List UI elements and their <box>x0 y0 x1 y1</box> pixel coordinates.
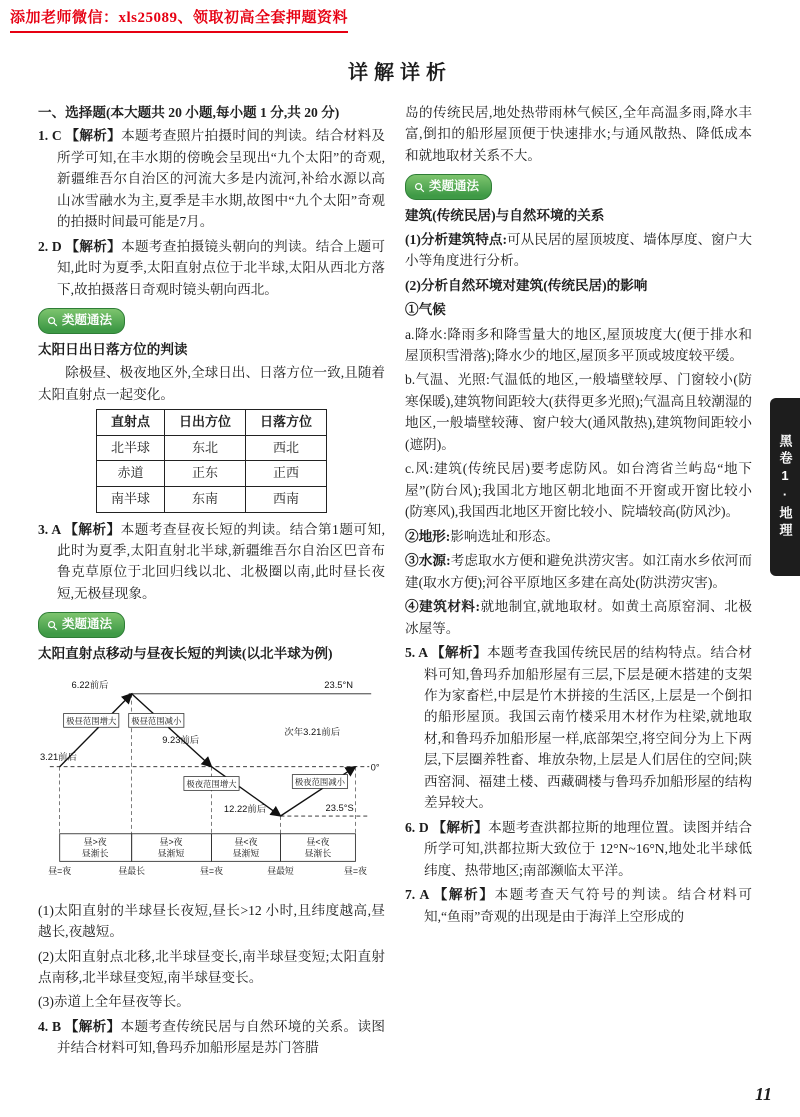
answer-item-1 <box>38 125 385 232</box>
cell-1-line-2: 昼渐长 <box>81 848 109 859</box>
table-header-row <box>96 410 326 436</box>
method-item <box>405 526 752 547</box>
table-row <box>96 461 326 487</box>
table-cell: 东北 <box>164 435 245 461</box>
answer-body: 本题考查我国传统民居的结构特点。结合材料可知,鲁玛乔加船形屋有三层,下层是硬木搭建的支架作为家畜栏,中层是竹木拼接的生活区,上层是一个倒扣的船形屋顶。我国云南竹楼采用木材作为柱梁,就地取材,和鲁玛乔加船形屋一样,底部架空,将空间分为上下两层,下层圈养牲畜、堆放杂物,上层是人们居住的空间;陕西窑洞、福建土楼、西藏碉楼与鲁玛乔加船形屋的结构差异较大。 <box>424 645 753 811</box>
method-item-lead: (1)分析建筑特点: <box>405 231 508 247</box>
table-row <box>96 435 326 461</box>
point-label-shortest-day: 昼最短 <box>267 865 294 876</box>
table-header-cell: 日出方位 <box>164 410 245 436</box>
table-cell: 东南 <box>164 486 245 512</box>
point-label-equinox-3: 昼=夜 <box>343 865 367 876</box>
cell-4-line-2: 昼渐长 <box>304 848 332 859</box>
date-jun22-label: 6.22前后 <box>71 679 109 690</box>
method-item-lead: ②地形: <box>405 528 451 544</box>
page-number: 11 <box>754 1084 772 1104</box>
point-label-equinox-1: 昼=夜 <box>48 865 72 876</box>
point-label-longest-day: 昼最长 <box>118 865 145 876</box>
method-item <box>405 275 752 296</box>
method-item <box>405 229 752 272</box>
cell-2-line-1: 昼>夜 <box>159 836 183 847</box>
method-item-lead: (2)分析自然环境对建筑(传统民居)的影响 <box>405 277 648 293</box>
cell-3-line-1: 昼<夜 <box>234 836 258 847</box>
magnifier-icon <box>414 182 425 193</box>
magnifier-icon <box>47 316 58 327</box>
method-item-text: 考虑取水方便和避免洪涝灾害。如江南水乡依河而建(取水方便);河谷平原地区多建在高处(防洪涝灾害)。 <box>405 553 752 590</box>
table-cell: 北半球 <box>96 435 164 461</box>
answer-prefix: 7. A 【解析】 <box>405 887 495 903</box>
sun-direction-table <box>96 409 327 512</box>
method-note-1: (1)太阳直射的半球昼长夜短,昼长>12 小时,且纬度越高,昼越长,夜越短。 <box>38 902 385 940</box>
date-sep23-label: 9.23前后 <box>162 734 200 745</box>
point-label-equinox-2: 昼=夜 <box>200 865 223 876</box>
method-badge-label: 类题通法 <box>429 179 480 194</box>
table-cell: 赤道 <box>96 461 164 487</box>
method-badge <box>38 612 125 638</box>
cell-3-line-2: 昼渐短 <box>232 848 260 859</box>
method-badge <box>405 174 492 200</box>
edge-tab-volume-subject: 黑卷1·地理 <box>770 398 800 576</box>
method-item-lead: ④建筑材料: <box>405 599 481 615</box>
answer-item-3 <box>38 519 385 605</box>
wechat-promo-banner: 添加老师微信：xls25089、领取初高全套押题资料 <box>10 6 348 33</box>
table-header-cell: 直射点 <box>96 410 164 436</box>
method-note-3: (3)赤道上全年昼夜等长。 <box>38 994 190 1010</box>
table-cell: 西南 <box>246 486 327 512</box>
method-item-lead: ①气候 <box>405 302 446 318</box>
date-dec22-label: 12.22前后 <box>223 803 267 814</box>
table-cell: 南半球 <box>96 486 164 512</box>
lat-235n-label: 23.5°N <box>324 679 354 690</box>
method-item-lead: b.气温、光照: <box>405 372 490 388</box>
range-label-polar-day-grow: 极昼范围增大 <box>66 715 117 726</box>
answer-item-5 <box>405 642 752 814</box>
lat-235s-label: 23.5°S <box>325 802 354 813</box>
answer-body: 本题考查传统民居与自然环境的关系。读图并结合材料可知,鲁玛乔加船形屋是苏门答腊 <box>57 1018 386 1056</box>
answer-body: 本题考查天气符号的判读。结合材料可知,“鱼雨”奇观的出现是由于海洋上空形成的 <box>424 887 752 924</box>
answer-prefix: 5. A 【解析】 <box>405 645 487 661</box>
method-item-lead: c.风: <box>405 461 434 477</box>
method-item <box>405 299 752 320</box>
table-cell: 正东 <box>164 461 245 487</box>
answer-item-4 <box>38 1016 385 1059</box>
answer-prefix: 6. D 【解析】 <box>405 819 489 835</box>
right-column <box>405 102 752 1062</box>
method-badge-label: 类题通法 <box>62 617 113 632</box>
method-intro: 除极昼、极夜地区外,全球日出、日落方位一致,且随着太阳直射点一起变化。 <box>38 365 385 402</box>
method-item <box>405 596 752 639</box>
method-badge-label: 类题通法 <box>62 313 113 328</box>
method-item <box>405 550 752 593</box>
answer-body: 本题考查照片拍摄时间的判读。结合材料及所学可知,在丰水期的傍晚会呈现出“九个太阳”的奇观,新疆维吾尔自治区的河流大多是内流河,补给水源以高山冰雪融水为主,夏季是丰水期,故图中“九个太阳”奇观的拍摄时间最可能是7月。 <box>57 128 386 230</box>
date-next-mar21-label: 次年3.21前后 <box>284 726 341 737</box>
method-note-2: (2)太阳直射点北移,北半球昼变长,南半球昼变短;太阳直射点南移,北半球昼变短,南半球昼变长。 <box>38 948 385 985</box>
lat-equator-label: 0° <box>370 762 380 773</box>
method-item-text: 可从民居的屋顶坡度、墙体厚度、窗户大小等角度进行分析。 <box>405 231 752 269</box>
method-heading-subsolar: 太阳直射点移动与昼夜长短的判读(以北半球为例) <box>38 646 333 662</box>
answer-item-2 <box>38 236 385 300</box>
answer-body: 本题考查洪都拉斯的地理位置。读图并结合所学可知,洪都拉斯大致位于 12°N~16°N,地处北半球低纬度、热带地区;南部濒临太平洋。 <box>424 819 753 878</box>
date-mar21-label: 3.21前后 <box>39 751 77 762</box>
method-heading-architecture: 建筑(传统民居)与自然环境的关系 <box>405 208 605 224</box>
method-badge <box>38 308 125 334</box>
answer-body: 本题考查拍摄镜头朝向的判读。结合上题可知,此时为夏季,太阳直射点位于北半球,太阳从西北方落下,故拍摄落日奇观时镜头朝向西北。 <box>57 238 386 297</box>
method-item-text: 建筑(传统民居)要考虑防风。如台湾省兰屿岛“地下屋”(防台风);我国北方地区朝北地面不开窗或开窗比较小(防寒风),我国西北地区开窗比较小、院墙较高(防风沙)。 <box>405 461 752 520</box>
cell-4-line-1: 昼<夜 <box>306 836 330 847</box>
two-column-body <box>38 102 752 1062</box>
table-cell: 正西 <box>246 461 327 487</box>
subsolar-movement-diagram <box>38 668 385 896</box>
page-title: 详解详析 <box>348 62 452 84</box>
cell-2-line-2: 昼渐短 <box>157 848 185 859</box>
answer-prefix: 3. A 【解析】 <box>38 521 121 537</box>
method-item <box>405 458 752 522</box>
answer-prefix: 4. B 【解析】 <box>38 1018 121 1034</box>
method-item-lead: a.降水: <box>405 326 447 342</box>
range-label-polar-night-grow: 极夜范围增大 <box>186 778 237 789</box>
answer-item-4-continued: 岛的传统民居,地处热带雨林气候区,全年高温多雨,降水丰富,倒扣的船形屋顶便于快速排水;与通风散热、降低成本和就地取材关系不大。 <box>405 105 752 163</box>
answer-item-6 <box>405 817 752 881</box>
magnifier-icon <box>47 620 58 631</box>
answer-item-7 <box>405 884 752 927</box>
cell-1-line-1: 昼>夜 <box>83 836 107 847</box>
method-item <box>405 369 752 455</box>
section-heading: 一、选择题(本大题共 20 小题,每小题 1 分,共 20 分) <box>38 105 340 120</box>
method-item-text: 影响选址和形态。 <box>450 528 560 544</box>
answer-prefix: 2. D 【解析】 <box>38 238 122 254</box>
answer-body: 本题考查昼夜长短的判读。结合第1题可知,此时为夏季,太阳直射北半球,新疆维吾尔自治区巴音布鲁克草原位于北回归线以北、北极圈以南,此时昼长夜短,无极昼现象。 <box>57 521 385 601</box>
left-column <box>38 102 385 1062</box>
table-header-cell: 日落方位 <box>246 410 327 436</box>
range-label-polar-day-shrink: 极昼范围减小 <box>131 715 182 726</box>
method-item-text: 气温低的地区,一般墙壁较厚、门窗较小(防寒保暖),建筑物间距较大(获得更多光照);气温高且较潮湿的地区,一般墙壁较薄、窗户较大(通风散热),建筑物间距较小(遮阴)。 <box>405 372 753 452</box>
range-label-polar-night-shrink: 极夜范围减小 <box>294 776 346 787</box>
answer-prefix: 1. C 【解析】 <box>38 128 122 144</box>
method-item-text: 降雨多和降雪量大的地区,屋顶坡度大(便于排水和屋顶积雪滑落);降水少的地区,屋顶多平顶或坡度较平缓。 <box>405 326 752 363</box>
method-heading-sunrise: 太阳日出日落方位的判读 <box>38 341 188 357</box>
method-item-text: 就地制宜,就地取材。如黄土高原窑洞、北极冰屋等。 <box>405 599 752 636</box>
table-row <box>96 486 326 512</box>
table-cell: 西北 <box>246 435 327 461</box>
method-item <box>405 324 752 367</box>
method-item-lead: ③水源: <box>405 553 451 569</box>
